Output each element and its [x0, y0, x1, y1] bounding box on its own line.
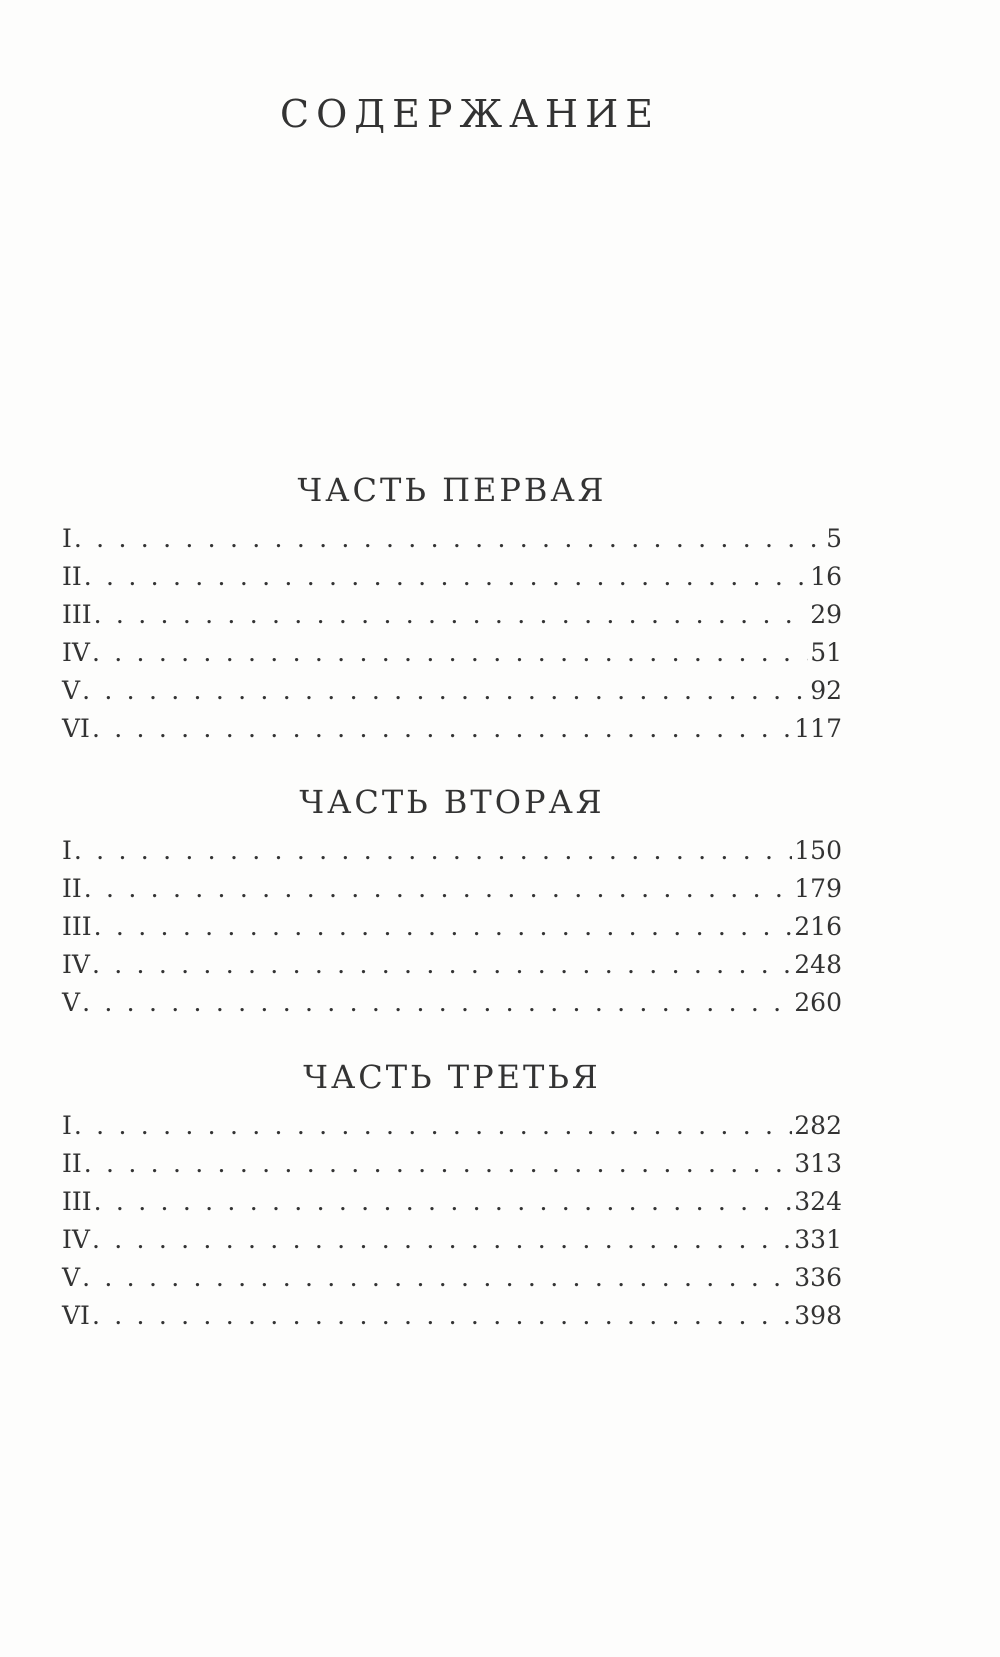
- toc-entry: [62, 870, 842, 908]
- chapter-number: II: [62, 562, 82, 591]
- dot-leader: [84, 558, 808, 596]
- page-number: 5: [826, 524, 842, 553]
- toc-part-1: [62, 470, 842, 748]
- page-number: 29: [810, 600, 842, 629]
- chapter-number: I: [62, 1111, 72, 1140]
- dot-leader: [74, 1107, 792, 1145]
- dot-leader: [94, 596, 809, 634]
- page-number: 313: [794, 1149, 842, 1178]
- chapter-number: IV: [62, 638, 90, 667]
- dot-leader: [82, 672, 808, 710]
- toc-entry: [62, 832, 842, 870]
- page-title: СОДЕРЖАНИЕ: [280, 92, 660, 136]
- chapter-number: VI: [62, 1301, 90, 1330]
- page-number: 282: [794, 1111, 842, 1140]
- dot-leader: [94, 1183, 793, 1221]
- dot-leader: [92, 710, 792, 748]
- chapter-number: V: [62, 988, 81, 1017]
- chapter-number: I: [62, 836, 72, 865]
- toc-entry: [62, 634, 842, 672]
- toc-part-2: [62, 782, 842, 1022]
- toc-entry: [62, 1145, 842, 1183]
- chapter-number: IV: [62, 1225, 90, 1254]
- toc-entry: [62, 558, 842, 596]
- page-number: 336: [794, 1263, 842, 1292]
- page-number: 324: [794, 1187, 842, 1216]
- dot-leader: [94, 908, 793, 946]
- chapter-number: V: [62, 1263, 81, 1292]
- toc-entry: [62, 946, 842, 984]
- page-number: 16: [810, 562, 842, 591]
- chapter-number: II: [62, 874, 82, 903]
- page-number: 398: [794, 1301, 842, 1330]
- toc-entry: [62, 596, 842, 634]
- dot-leader: [92, 1297, 792, 1335]
- dot-leader: [74, 832, 792, 870]
- page-number: 92: [810, 676, 842, 705]
- part-title: ЧАСТЬ ВТОРАЯ: [299, 783, 605, 821]
- toc-entry: [62, 1107, 842, 1145]
- page-number: 51: [810, 638, 842, 667]
- page-number: 117: [794, 714, 842, 743]
- chapter-number: VI: [62, 714, 90, 743]
- dot-leader: [84, 870, 793, 908]
- dot-leader: [92, 1221, 792, 1259]
- chapter-number: III: [62, 600, 92, 629]
- dot-leader: [92, 634, 808, 672]
- page-number: 248: [794, 950, 842, 979]
- page-number: 331: [794, 1225, 842, 1254]
- page-number: 150: [794, 836, 842, 865]
- page-number: 260: [794, 988, 842, 1017]
- dot-leader: [74, 520, 824, 558]
- toc-entry: [62, 520, 842, 558]
- chapter-number: II: [62, 1149, 82, 1178]
- part-title: ЧАСТЬ ПЕРВАЯ: [297, 471, 607, 509]
- chapter-number: I: [62, 524, 72, 553]
- chapter-number: V: [62, 676, 81, 705]
- dot-leader: [92, 946, 792, 984]
- part-title: ЧАСТЬ ТРЕТЬЯ: [303, 1058, 601, 1096]
- chapter-number: III: [62, 912, 92, 941]
- toc-entry: [62, 672, 842, 710]
- toc-entry: [62, 1221, 842, 1259]
- dot-leader: [84, 1145, 793, 1183]
- dot-leader: [82, 1259, 792, 1297]
- page-number: 216: [794, 912, 842, 941]
- toc-entry: [62, 984, 842, 1022]
- chapter-number: III: [62, 1187, 92, 1216]
- toc-entry: [62, 710, 842, 748]
- toc-part-3: [62, 1057, 842, 1335]
- dot-leader: [82, 984, 792, 1022]
- toc-entry: [62, 1297, 842, 1335]
- toc-entry: [62, 908, 842, 946]
- chapter-number: IV: [62, 950, 90, 979]
- toc-entry: [62, 1259, 842, 1297]
- toc-entry: [62, 1183, 842, 1221]
- page-number: 179: [794, 874, 842, 903]
